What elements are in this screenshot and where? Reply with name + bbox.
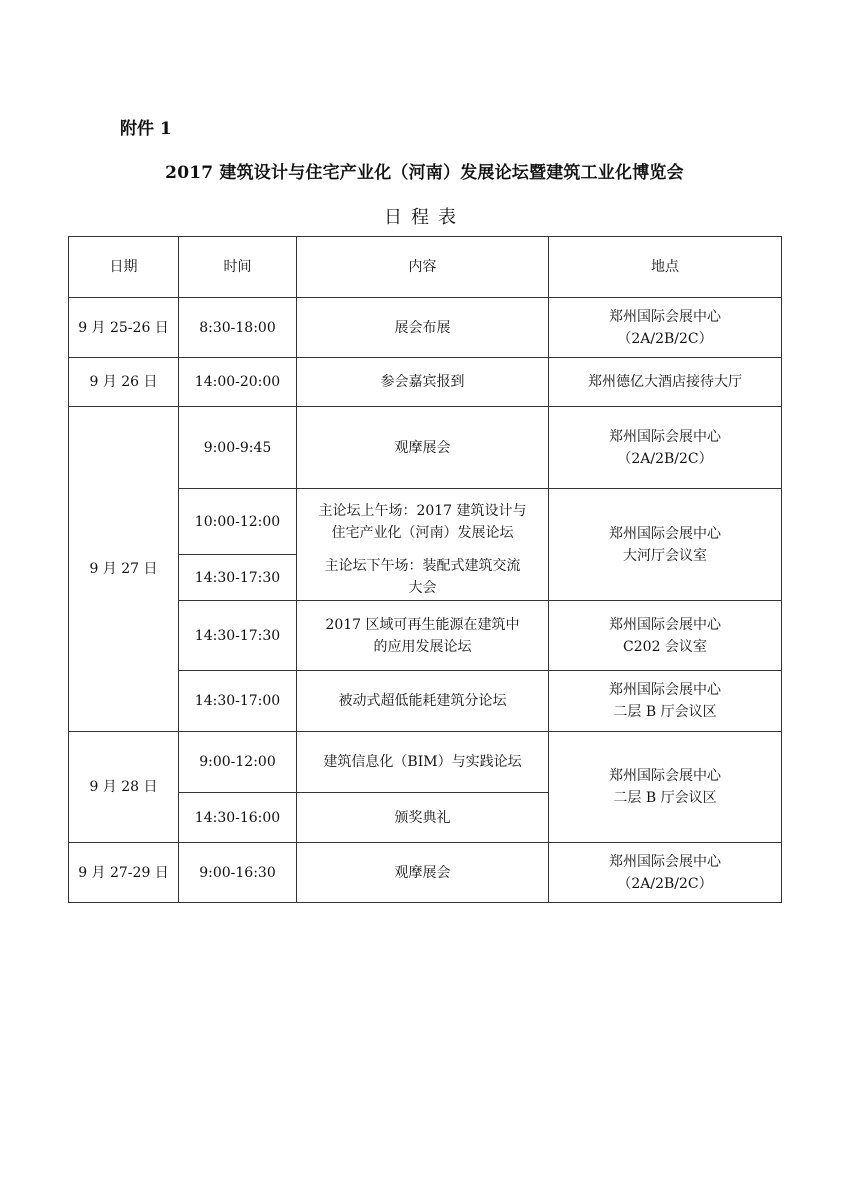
location-cell: [549, 671, 782, 732]
content-cell: 颁奖典礼: [297, 793, 549, 843]
location-cell: [549, 601, 782, 671]
table-header-row: [69, 237, 782, 298]
document-subtitle: 日程表: [384, 207, 465, 228]
header-location: 地点: [549, 237, 782, 298]
time-cell: 9:00-9:45: [179, 407, 297, 489]
content-line: 主论坛上午场：2017 建筑设计与: [318, 502, 527, 519]
date-cell: 9 月 27-29 日: [69, 843, 179, 903]
content-cell: 参会嘉宾报到: [297, 358, 549, 407]
time-cell: 14:30-17:30: [179, 601, 297, 671]
date-cell: 9 月 27 日: [69, 407, 179, 732]
content-cell: 展会布展: [297, 298, 549, 358]
time-cell: 9:00-12:00: [179, 732, 297, 793]
location-line: C202 会议室: [623, 638, 707, 655]
content-cell: 建筑信息化（BIM）与实践论坛: [297, 732, 549, 793]
time-cell: 8:30-18:00: [179, 298, 297, 358]
header-date: 日期: [69, 237, 179, 298]
location-cell: 郑州德亿大酒店接待大厅: [549, 358, 782, 407]
time-cell: 14:30-16:00: [179, 793, 297, 843]
content-line: 的应用发展论坛: [373, 638, 472, 655]
location-line: （2A/2B/2C）: [617, 450, 713, 467]
table-row: [69, 298, 782, 358]
location-line: 郑州国际会展中心: [609, 308, 721, 325]
date-cell: 9 月 26 日: [69, 358, 179, 407]
document-title: 2017 建筑设计与住宅产业化（河南）发展论坛暨建筑工业化博览会: [165, 163, 684, 183]
content-cell: [297, 489, 549, 555]
location-cell: [549, 843, 782, 903]
content-line: 住宅产业化（河南）发展论坛: [331, 524, 514, 541]
location-line: 郑州国际会展中心: [609, 428, 721, 445]
content-line: 2017 区域可再生能源在建筑中: [325, 616, 520, 633]
location-cell: [549, 489, 782, 601]
location-cell: [549, 298, 782, 358]
location-line: 郑州国际会展中心: [609, 853, 721, 870]
table-row: [69, 358, 782, 407]
content-cell: 观摩展会: [297, 407, 549, 489]
location-line: （2A/2B/2C）: [617, 330, 713, 347]
time-cell: 14:30-17:30: [179, 555, 297, 601]
location-line: 大河厅会议室: [623, 547, 707, 564]
location-line: 郑州国际会展中心: [609, 525, 721, 542]
location-cell: [549, 732, 782, 843]
content-cell: 观摩展会: [297, 843, 549, 903]
content-cell: 被动式超低能耗建筑分论坛: [297, 671, 549, 732]
location-line: 二层 B 厅会议区: [613, 704, 717, 720]
content-cell: [297, 555, 549, 601]
time-cell: 14:00-20:00: [179, 358, 297, 407]
date-cell: 9 月 28 日: [69, 732, 179, 843]
location-line: 郑州国际会展中心: [609, 768, 721, 784]
time-cell: 14:30-17:00: [179, 671, 297, 732]
schedule-table: [68, 236, 782, 903]
time-cell: 9:00-16:30: [179, 843, 297, 903]
date-cell: 9 月 25-26 日: [69, 298, 179, 358]
table-row: [69, 732, 782, 793]
table-row: [69, 843, 782, 903]
location-line: （2A/2B/2C）: [617, 875, 713, 892]
header-time: 时间: [179, 237, 297, 298]
location-line: 二层 B 厅会议区: [613, 790, 717, 806]
location-line: 郑州国际会展中心: [609, 616, 721, 633]
location-line: 郑州国际会展中心: [609, 682, 721, 698]
attachment-label: 附件 1: [120, 119, 172, 139]
content-line: 大会: [408, 580, 437, 597]
content-cell: [297, 601, 549, 671]
time-cell: 10:00-12:00: [179, 489, 297, 555]
header-content: 内容: [297, 237, 549, 298]
table-row: [69, 407, 782, 489]
content-line: 主论坛下午场：装配式建筑交流: [324, 558, 521, 575]
location-cell: [549, 407, 782, 489]
